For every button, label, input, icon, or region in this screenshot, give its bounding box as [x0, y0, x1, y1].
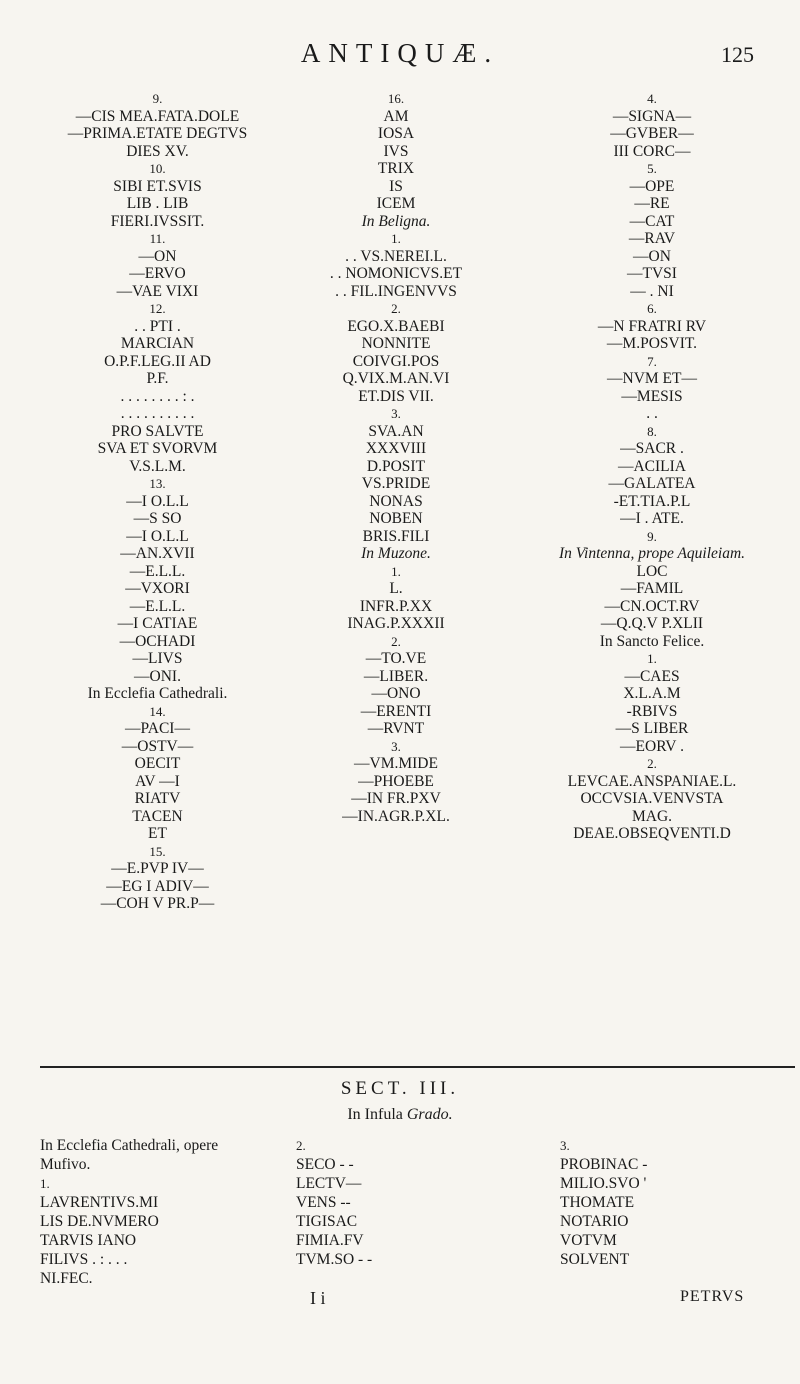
inscription-line: —IN FR.PXV — [351, 790, 441, 807]
inscription-line: . . — [646, 405, 658, 422]
inscription-line: INAG.P.XXXII — [347, 615, 445, 632]
inscription-line: —ONO — [371, 685, 421, 702]
inscription-line: SECO - - — [296, 1156, 354, 1173]
inscription-line: —PACI— — [125, 720, 190, 737]
inscription-line: TRIX — [377, 160, 415, 177]
inscription-line: LIB . LIB — [126, 195, 189, 212]
inscription-line: INFR.P.XX — [359, 597, 433, 615]
inscription-line: —COH V PR.P— — [100, 895, 215, 912]
inscription-line: —AN.XVII — [120, 545, 195, 562]
inscription-line: —ON — [633, 247, 671, 265]
inscription-line: —OCHADI — [119, 632, 196, 650]
inscription-line: In Sancto Felice. — [599, 632, 705, 650]
inscription-line: —TO.VE — [365, 650, 427, 667]
inscription-line: NOBEN — [369, 510, 423, 527]
inscription-line: —I CATIAE — [117, 615, 198, 632]
inscription-number: 4. — [647, 91, 657, 106]
inscription-line: —ON — [138, 247, 177, 265]
inscription-line: —PRIMA.ETATE DEGTVS — [67, 125, 248, 142]
inscription-line: ET — [148, 825, 167, 842]
inscription-line: —OPE — [629, 177, 675, 195]
section-subtitle — [0, 1106, 800, 1124]
inscription-number: 3. — [560, 1138, 570, 1153]
inscription-line: —CAES — [624, 667, 680, 685]
inscription-number: 1. — [40, 1176, 50, 1191]
inscription-line: III CORC— — [613, 142, 691, 160]
inscription-line: —EG I ADIV— — [106, 877, 209, 895]
inscription-line: —ACILIA — [617, 457, 687, 475]
inscription-line: —GALATEA — [608, 475, 696, 492]
page-number: 125 — [721, 42, 754, 67]
inscription-line: —ERVO — [129, 265, 186, 282]
inscription-line: — . NI — [630, 282, 674, 300]
inscription-line: SIBI ET.SVIS — [113, 177, 202, 195]
inscription-number: 1. — [391, 231, 401, 246]
catchword: PETRVS — [680, 1288, 745, 1305]
inscription-line: In Muzone. — [361, 545, 431, 562]
inscription-line: THOMATE — [560, 1194, 635, 1211]
inscription-number: 3. — [391, 406, 401, 421]
inscription-line: —RAV — [628, 230, 676, 247]
inscription-line: —I O.L.L — [126, 492, 189, 510]
inscription-number: 9. — [647, 528, 657, 544]
bottom-column-1 — [40, 1136, 280, 1288]
inscription-number: 1. — [647, 651, 657, 666]
inscription-line: COIVGI.POS — [352, 352, 440, 370]
inscription-column-1 — [40, 90, 275, 913]
inscription-line: D.POSIT — [366, 457, 426, 475]
inscription-line: TVM.SO - - — [296, 1251, 373, 1268]
inscription-line: IOSA — [377, 125, 415, 142]
inscription-line: In Vintenna, prope Aquileiam. — [558, 545, 746, 562]
inscription-line: VS.PRIDE — [361, 475, 431, 492]
inscription-line: In Beligna. — [361, 212, 431, 230]
inscription-line: -RBIVS — [626, 702, 678, 720]
inscription-line: TIGISAC — [296, 1213, 358, 1230]
inscription-line: —LIVS — [132, 650, 183, 667]
inscription-line: . . FIL.INGENVVS — [335, 282, 457, 300]
inscription-line: —I . ATE. — [620, 510, 684, 527]
inscription-line: —ERENTI — [360, 702, 432, 720]
inscription-number: 9. — [152, 91, 163, 106]
inscription-line: RIATV — [134, 790, 181, 807]
inscription-line: -ET.TIA.P.L — [613, 492, 691, 510]
inscription-line: —S LIBER — [615, 720, 689, 737]
section-title: SECT. III. — [340, 1078, 460, 1099]
inscription-line: —IN.AGR.P.XL. — [342, 807, 450, 825]
inscription-line: . . PTI . — [134, 317, 181, 335]
inscription-number: 16. — [387, 91, 405, 106]
inscription-line: O.P.F.LEG.II AD — [104, 352, 211, 370]
inscription-line: —RE — [634, 195, 670, 212]
inscription-line: —M.POSVIT. — [606, 335, 698, 352]
inscription-line: DEAE.OBSEQVENTI.D — [573, 825, 731, 842]
inscription-line: —GVBER— — [610, 125, 694, 142]
inscription-line: Mufivo. — [40, 1156, 91, 1173]
inscription-line: —CIS MEA.FATA.DOLE — [75, 107, 240, 125]
inscription-line: —N FRATRI RV — [597, 317, 707, 335]
inscription-line: —Q.Q.V P.XLII — [600, 615, 704, 632]
inscription-line: —VXORI — [125, 580, 190, 597]
inscription-line: . . NOMONICVS.ET — [329, 265, 463, 282]
inscription-line: —CN.OCT.RV — [604, 597, 700, 615]
inscription-line: —E.PVP IV— — [111, 860, 204, 877]
inscription-line: —EORV . — [620, 737, 684, 755]
inscription-line: —OSTV— — [121, 737, 194, 755]
inscription-line: ICEM — [376, 195, 416, 212]
inscription-line: In Ecclefia Cathedrali. — [87, 685, 228, 702]
inscription-line: —SACR . — [620, 440, 684, 457]
inscription-line: —VAE VIXI — [116, 282, 199, 300]
inscription-number: 3. — [391, 738, 401, 754]
inscription-line: —VM.MIDE — [354, 755, 438, 772]
inscription-line: LEVCAE.ANSPANIAE.L. — [567, 772, 737, 790]
inscription-line: —SIGNA— — [612, 107, 692, 125]
inscription-line: TACEN — [132, 807, 183, 825]
inscription-number: 8. — [647, 423, 657, 439]
inscription-line: VOTVM — [560, 1232, 617, 1249]
inscription-line: NONNITE — [361, 335, 431, 352]
inscription-number: 14. — [149, 703, 166, 719]
inscription-number: 2. — [391, 633, 401, 649]
inscription-line: —NVM ET— — [607, 370, 697, 387]
inscription-line: OECIT — [134, 755, 181, 772]
inscription-line: EGO.X.BAEBI — [347, 317, 445, 335]
inscription-line: P.F. — [146, 370, 169, 387]
signature-mark: I i — [310, 1288, 326, 1308]
section-subtitle-place: Grado. — [406, 1106, 453, 1123]
inscription-line: In Ecclefia Cathedrali, opere — [40, 1137, 219, 1154]
inscription-line: IS — [389, 177, 403, 195]
inscription-number: 2. — [647, 756, 657, 771]
inscription-line: . . . . . . . . : . — [120, 387, 195, 405]
inscription-line: —MESIS — [621, 387, 683, 405]
inscription-line: SOLVENT — [560, 1251, 630, 1268]
inscription-line: —CAT — [629, 212, 675, 230]
inscription-line: PRO SALVTE — [111, 422, 204, 440]
inscription-number: 5. — [647, 161, 657, 176]
inscription-line: OCCVSIA.VENVSTA — [580, 790, 724, 807]
inscription-number: 12. — [149, 301, 166, 316]
section-divider — [40, 1066, 795, 1068]
bottom-column-2 — [296, 1136, 476, 1269]
inscription-line: SVA.AN — [368, 422, 424, 440]
inscription-column-3 — [512, 90, 792, 843]
inscription-line: —LIBER. — [363, 667, 429, 685]
inscription-line: —E.L.L. — [129, 562, 186, 580]
inscription-line: AV —I — [135, 772, 180, 790]
inscription-line: V.S.L.M. — [129, 457, 186, 475]
inscription-line: —FAMIL — [620, 580, 684, 597]
inscription-line: LOC — [636, 562, 668, 580]
inscription-line: LECTV— — [296, 1175, 362, 1192]
page-header — [0, 38, 800, 78]
inscription-line: X.L.A.M — [623, 685, 681, 702]
inscription-number: 15. — [149, 843, 166, 859]
inscription-line: Q.VIX.M.AN.VI — [342, 370, 450, 387]
inscription-number: 2. — [391, 301, 401, 316]
inscription-line: LAVRENTIVS.MI — [40, 1194, 159, 1211]
inscription-line: —E.L.L. — [129, 597, 186, 615]
inscription-line: IVS — [383, 142, 409, 160]
inscription-number: 10. — [149, 161, 166, 176]
inscription-line: VENS -- — [296, 1194, 351, 1211]
inscription-line: NI.FEC. — [40, 1270, 93, 1287]
inscription-line: FIMIA.FV — [296, 1232, 364, 1249]
inscription-number: 6. — [647, 301, 657, 316]
inscription-line: —PHOEBE — [358, 772, 434, 790]
inscription-line: —TVSI — [627, 265, 677, 282]
inscription-line: ET.DIS VII. — [358, 387, 434, 405]
inscription-line: NOTARIO — [560, 1213, 629, 1230]
inscription-line: —ONI. — [134, 667, 181, 685]
bottom-column-3 — [560, 1136, 760, 1269]
inscription-number: 1. — [391, 563, 401, 579]
inscription-line: NONAS — [369, 492, 423, 510]
inscription-line: —S SO — [133, 510, 182, 527]
inscription-line: . . . . . . . . . . — [120, 405, 195, 422]
inscription-line: . . VS.NEREI.L. — [345, 247, 447, 265]
inscription-line: MILIO.SVO ' — [560, 1175, 647, 1192]
inscription-line: —RVNT — [367, 720, 425, 737]
inscription-line: MARCIAN — [120, 335, 195, 352]
inscription-number: 2. — [296, 1138, 306, 1153]
inscription-number: 7. — [647, 353, 657, 369]
inscription-line: SVA ET SVORVM — [97, 440, 218, 457]
inscription-line: FIERI.IVSSIT. — [110, 212, 205, 230]
inscription-line: —I O.L.L — [126, 527, 189, 545]
inscription-number: 13. — [149, 476, 166, 491]
inscription-line: AM — [383, 107, 409, 125]
inscription-line: MAG. — [631, 807, 673, 825]
inscription-line: XXXVIII — [365, 440, 427, 457]
inscription-line: LIS DE.NVMERO — [40, 1213, 159, 1230]
inscription-line: DIES XV. — [126, 142, 189, 160]
inscription-column-2 — [282, 90, 510, 825]
running-title: ANTIQUÆ. — [300, 38, 500, 68]
inscription-line: L. — [389, 580, 403, 597]
inscription-line: TARVIS IANO — [40, 1232, 137, 1249]
inscription-line: BRIS.FILI — [362, 527, 430, 545]
section-subtitle-prefix: In Infula — [347, 1106, 403, 1123]
inscription-line: FILIVS . : . . . — [40, 1251, 128, 1268]
inscription-line: PROBINAC - — [560, 1156, 648, 1173]
inscription-number: 11. — [149, 231, 166, 246]
